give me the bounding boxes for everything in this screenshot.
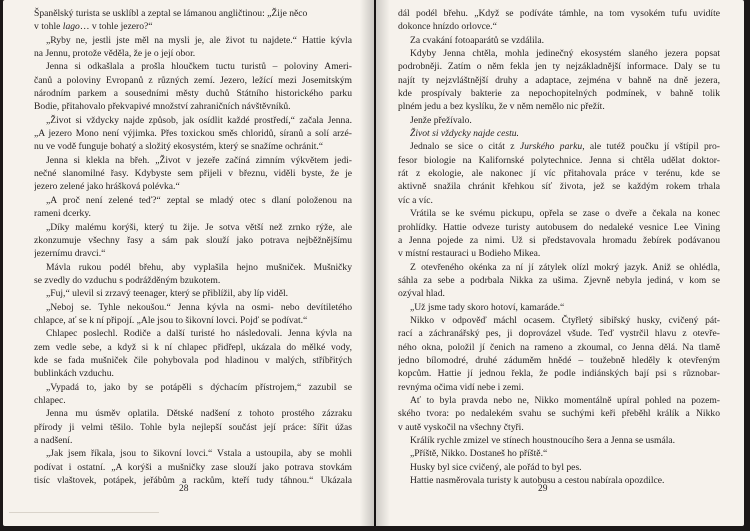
text-line: bublinkách vzduchu.: [34, 368, 114, 380]
text-line: Králík rychle zmizel ve stínech houstnoucího šera a Jenna se usmála.: [410, 435, 676, 446]
text-line: Jenna si klekla na břeh. „Život v jezeře začíná zimním výkvětem jedi-: [46, 154, 352, 166]
text-line: zem vedle sebe, a když si k ní chlapec přidřepl, ukázala do mělké vody,: [34, 341, 352, 353]
text-line: jedno bílomodré, druhé záduměm hnědé – toužebně hleděly k otevřeným: [398, 354, 720, 366]
text-line: jezero zelené jako hrášková polévka.“: [34, 181, 180, 193]
text-line: „Ryby ne, jestli jste měl na mysli je, ale život tu najdete.“ Hattie kývla: [46, 34, 352, 46]
text-line: „Díky malému korýši, který tu žije. Je sotva větší než zrnko rýže, ale: [46, 221, 352, 233]
text-line: „Neboj se. Tyhle nekoušou.“ Jenna kývla na osmi- nebo devítiletého: [46, 301, 352, 313]
left-page: [3, 0, 374, 526]
text-line: na Jennu, protože věděla, že je o její obor.: [34, 48, 196, 60]
text-line: revnýma očima vidí nebe i zemi.: [398, 381, 524, 393]
text-line: ského tvora: po nedalekém svahu se suchými keři přeběhl králík a Nikko: [398, 408, 720, 420]
text-line: Z otevřeného okénka za ní jí zátylek olízl mokrý jazyk. Aniž se ohlédla,: [410, 261, 720, 273]
text-line: „Fuj,“ ulevil si zrzavý teenager, který se přiblížil, aby líp viděl.: [46, 288, 289, 300]
text-line: rát z ekologie, ale nakonec jí víc přitahovala práce v terénu, kde se: [398, 168, 720, 180]
text-line: „Jak jsem říkala, jsou to šikovní lovci.“ Vstala a ustoupila, aby se mohli: [46, 448, 352, 460]
text-line: víc a víc.: [398, 194, 433, 206]
text-line: jezernímu dravci.“: [34, 248, 106, 260]
book-gutter: [360, 0, 390, 526]
text-line: kopcům. Hattie jí jednou řekla, že podle indiánských bají psi s různobar-: [398, 368, 720, 380]
text-line: „Už jsme tady skoro hotoví, kamaráde.“: [410, 301, 565, 313]
text-line: prohlídky. Hattie odveze turisty autobusem do nedaleké vesnice Lee Vining: [398, 221, 720, 233]
text-line: Jednalo se sice o citát z Jurského parku, ale tutéž poučku jí vštípil pro-: [410, 141, 720, 153]
right-page-text: [398, 7, 720, 487]
text-line: chlapec.: [34, 394, 66, 406]
page-number-left: 28: [179, 484, 189, 494]
text-line: Za cvakání fotoaparátů se vzdálila.: [410, 34, 544, 46]
text-line: Jenna mu úsměv oplatila. Dětské nadšení z tohoto prostého zázraku: [46, 408, 352, 420]
text-line: sáhla za sebe a podrbala Nikka za ušima. Zjevně nebyla jediná, v kom se: [398, 274, 720, 286]
text-line: dál podél břehu. „Když se podíváte támhle, na tom vysokém tufu uvidíte: [398, 8, 720, 19]
text-line: Ať to byla pravda nebo ne, Nikko momentálně upíral pohled na pozem-: [410, 394, 720, 406]
page-edge-mark: [9, 512, 159, 523]
text-line: plném jedu a bez kyslíku, že v něm nemělo nic přežít.: [398, 101, 605, 113]
text-line: Bodie, přitahovalo překvapivé množství zahraničních návštěvníků.: [34, 101, 291, 113]
right-page: [376, 0, 744, 526]
left-page-text: [34, 7, 352, 487]
text-line: tisíc vlaštovek, potápek, jeřábům a rackům, kteří tudy táhnou.“ Ukázala: [34, 475, 352, 487]
text-line: „A proč není zelené teď?“ zeptal se mladý otec s dlaní položenou na: [46, 194, 352, 206]
text-line: „A jezero Mono není výjimka. Přes toxickou směs chloridů, síranů a solí arzé-: [34, 128, 352, 140]
page-number-right: 29: [538, 484, 548, 494]
text-line: ozýval hlad.: [398, 288, 445, 300]
text-line: fesor biologie na Kalifornské polytechnice. Jenna si chtěla udělat doktor-: [398, 154, 720, 166]
text-line: Jenže přežívalo.: [410, 114, 472, 126]
text-line: rací a záchranářský pes, ji doprovázel všude. Teď vystrčil hlavu z otevře-: [398, 328, 720, 340]
text-line: Španělský turista se usklíbl a zeptal se lámanou angličtinou: „Žije něco: [34, 8, 308, 19]
text-line: „Vypadá to, jako by se potápěli s dýchacím přístrojem,“ zazubil se: [46, 381, 352, 393]
text-line: kde se fada mušniček čile pohybovala pod hladinou v malých, stříbřitých: [34, 354, 352, 366]
text-line: Mávla rukou podél břehu, aby vyplašila hejno mušniček. Mušničky: [46, 261, 352, 273]
text-line: „Příště, Nikko. Dostaneš ho příště.“: [410, 448, 548, 460]
text-line: chlapce, ať se k ní připojí. „Ale jsou to šikovní lovci. Pojď se podívat.“: [34, 314, 308, 326]
text-line: čanů a poloviny Evropanů z různých zemí. Jezero, ležící mezi Josemitským: [34, 74, 352, 86]
text-line: Chlapec poslechl. Rodiče a další turisté ho následovali. Jenna kývla na: [46, 328, 352, 340]
text-line: v tohle lago… v tohle jezero?“: [34, 21, 153, 33]
text-line: Vrátila se ke svému pickupu, opřela se zase o dveře a čekala na konec: [410, 208, 720, 220]
text-line: aktivně snažila chránit křehkou síť života, jež se každým rokem trhala: [398, 181, 720, 193]
text-line: rameni dcerky.: [34, 208, 91, 220]
text-line: zkonzumuje všechny řasy a sám pak slouží jako potrava nejběžnějšímu: [34, 234, 352, 246]
text-line: nu ve vodě funguje bohatý a složitý ekosystém, který se snažíme ochránit.“: [34, 141, 324, 153]
text-line: národním parkem a sousedními městy duchů Státního historického parku: [34, 88, 352, 100]
text-line: podrobněji. Zatím o něm fekla jen ty nejzákladnější informace. Daly se tu: [398, 61, 720, 73]
text-line: ného okna, položil jí čenich na rameno a zkoumal, co Jenna dělá. Na tlamě: [398, 341, 720, 353]
text-line: podívat i ostatní. „A korýši a mušničky zase slouží jako potrava stovkám: [34, 461, 352, 473]
text-line: Jenna si odkašlala a prošla hloučkem tuctu turistů – poloviny Ameri-: [46, 61, 352, 73]
text-line: kde prospívaly bakterie za nepochopitelných podmínek, v bahně tolik: [398, 88, 720, 100]
text-line: v místní restauraci u Bodieho Mikea.: [398, 248, 541, 260]
text-line: Husky byl sice cvičený, ale pořád to byl pes.: [410, 461, 582, 473]
text-line: v autě vyskočil na všechny čtyři.: [398, 421, 524, 433]
text-line: „Život si vždycky najde způsob, jak osídlit každé prostředí,“ začala Jenna.: [46, 114, 352, 126]
text-line: Nikko v odpověď máchl ocasem. Čtyřletý sibiřský husky, cvičený pát-: [410, 314, 720, 326]
text-line: a Jenna pojede za nimi. Už si představovala hromadu žebírek podávanou: [398, 234, 720, 246]
text-line: Hattie nasměrovala turisty k autobusu a cestou nabírala opozdilce.: [410, 475, 665, 487]
text-line: Život si vždycky najde cestu.: [410, 128, 519, 140]
text-line: nečné slanomilné řasy. Kdybyste sem přijeli v březnu, viděli byste, že je: [34, 168, 352, 180]
text-line: najít ty nejzvláštnější druhy a adaptace, zejména v bahně na dně jezera,: [398, 74, 720, 86]
text-line: přírody ji velmi těšilo. Tohle byla nejlepší součást její práce: šířit úžas: [34, 421, 352, 433]
text-line: dokonce hnízdo orlovce.“: [398, 21, 497, 33]
text-line: Kdyby Jenna chtěla, mohla jedinečný ekosystém slaného jezera popsat: [410, 48, 720, 60]
text-line: se zvedly do vzduchu s podrážděným bzukotem.: [34, 274, 221, 286]
text-line: a nadšení.: [34, 435, 73, 446]
